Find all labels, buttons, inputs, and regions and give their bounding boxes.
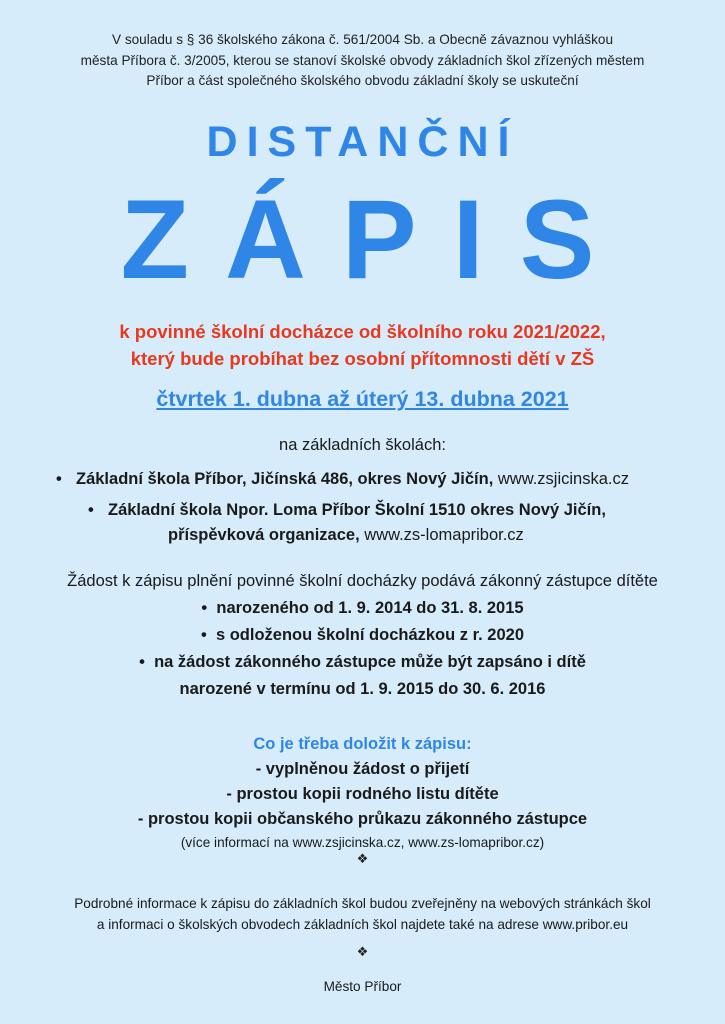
documents-heading: Co je třeba doložit k zápisu: bbox=[253, 735, 472, 753]
document-item: - prostou kopii rodného listu dítěte bbox=[226, 785, 499, 803]
requirement-item: • na žádost zákonného zástupce může být zapsáno i dítě bbox=[139, 653, 586, 671]
requirements bbox=[0, 568, 725, 703]
school-item-jicinska bbox=[56, 467, 716, 492]
intro-text bbox=[0, 30, 725, 92]
school-web-link[interactable]: www.zs-lomapribor.cz bbox=[364, 526, 524, 544]
bullet-icon: • bbox=[88, 501, 94, 519]
school-name: Základní škola Příbor, Jičínská 486, okres Nový Jičín, bbox=[76, 470, 494, 488]
intro-line: V souladu s § 36 školského zákona č. 561/2004 Sb. a Obecně závaznou vyhláškou bbox=[111, 32, 614, 47]
requirement-item-cont: narozené v termínu od 1. 9. 2015 do 30. 6. 2016 bbox=[179, 680, 546, 698]
title-distancni: DISTANČNÍ bbox=[206, 118, 519, 166]
bullet-icon: • bbox=[56, 470, 62, 488]
document-item: - prostou kopii občanského průkazu zákonného zástupce bbox=[137, 810, 588, 828]
info-text bbox=[0, 893, 725, 935]
intro-line: města Příbora č. 3/2005, kterou se stanoví školské obvody základních škol zřízených městem bbox=[80, 52, 645, 68]
title-zapis: ZÁPIS bbox=[120, 177, 631, 302]
schools-lead: na základních školách: bbox=[279, 436, 446, 454]
diamond-separator-icon: ❖ bbox=[356, 851, 369, 866]
requirement-item: • narozeného od 1. 9. 2014 do 31. 8. 2015 bbox=[201, 599, 524, 617]
document-item: - vyplněnou žádost o přijetí bbox=[255, 760, 470, 778]
enrollment-dates: čtvrtek 1. dubna až úterý 13. dubna 2021 bbox=[156, 387, 569, 411]
school-web-link[interactable]: www.zsjicinska.cz bbox=[497, 470, 629, 488]
footer-signature: Město Příbor bbox=[323, 979, 402, 994]
school-item-loma bbox=[88, 498, 718, 548]
info-line: Podrobné informace k zápisu do základních škol budou zveřejněny na webových stránkách škol bbox=[74, 896, 651, 911]
bullet-icon: • bbox=[200, 626, 216, 644]
requirement-item: • s odloženou školní docházkou z r. 2020 bbox=[200, 626, 525, 644]
bullet-icon: • bbox=[139, 653, 155, 671]
intro-line: Příbor a část společného školského obvodu základní školy se uskuteční bbox=[146, 73, 579, 88]
documents bbox=[0, 732, 725, 854]
info-line: a informaci o školských obvodech základních škol najdete také na adrese www.pribor.eu bbox=[96, 917, 629, 932]
subtitle bbox=[0, 318, 725, 372]
bullet-icon: • bbox=[201, 599, 217, 617]
school-name-cont: příspěvková organizace, bbox=[168, 526, 360, 544]
requirements-lead: Žádost k zápisu plnění povinné školní docházky podává zákonný zástupce dítěte bbox=[67, 572, 658, 590]
subtitle-line: který bude probíhat bez osobní přítomnosti dětí v ZŠ bbox=[130, 348, 595, 369]
diamond-separator-icon: ❖ bbox=[356, 944, 369, 959]
subtitle-line: k povinné školní docházce od školního roku 2021/2022, bbox=[119, 321, 606, 342]
school-name: Základní škola Npor. Loma Příbor Školní 1510 okres Nový Jičín, bbox=[108, 501, 606, 519]
documents-more-info: (více informací na www.zsjicinska.cz, www.zs-lomapribor.cz) bbox=[180, 835, 545, 850]
